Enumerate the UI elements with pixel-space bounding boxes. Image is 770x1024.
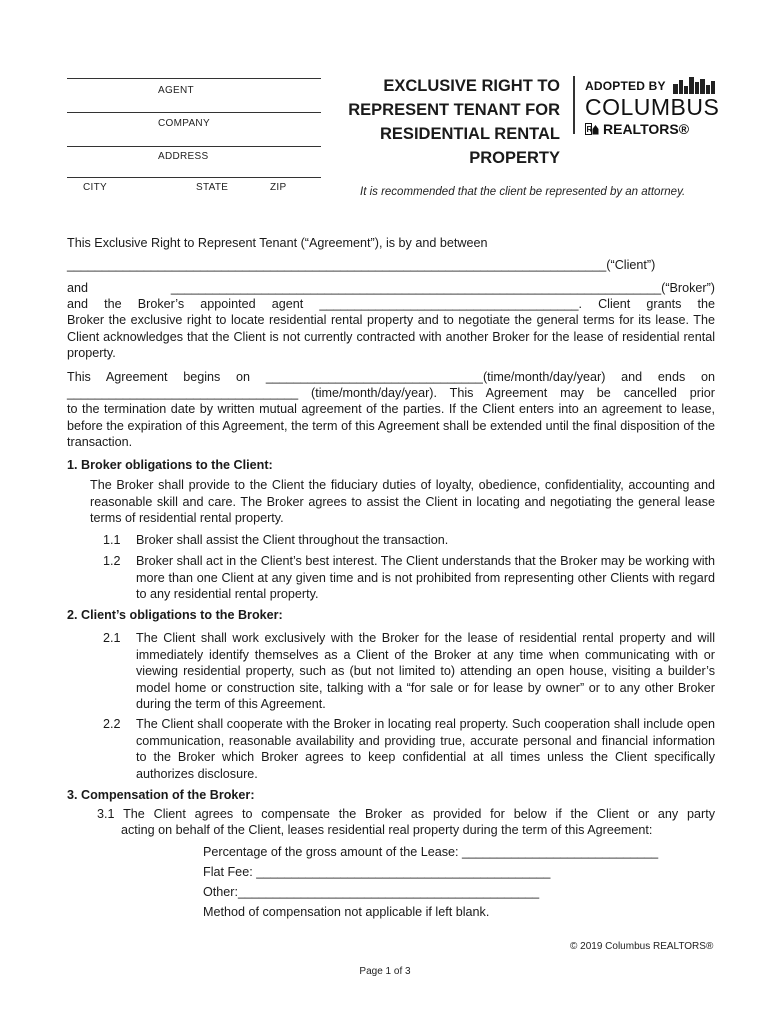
flat-fee-option[interactable]: Flat Fee: __________________________________________ (203, 865, 551, 879)
section-2-heading: 2. Client’s obligations to the Broker: (67, 608, 283, 622)
city-skyline-icon (673, 76, 715, 94)
item-2-2-text: The Client shall cooperate with the Broker in locating real property. Such cooperation shall include open communication, reasonable availability and providing true, accurate personal and financial information to the Broker which Broker agrees to keep confidential at all times unless the Client specifically authorizes disclosure. (136, 717, 715, 781)
item-2-1-text: The Client shall work exclusively with the Broker for the lease of residential rental property and will immediately identify themselves as a Client of the Broker at any time when communicating with or viewing residential property, such as (but not limited to) attending an open house, visiting a builder’s model home or construction site, talking with a “for sale or for lease by owner” or to any other Broker during the term of this Agreement. (136, 631, 715, 712)
agent-label: AGENT (158, 85, 194, 96)
address-label: ADDRESS (158, 151, 209, 162)
item-2-2-num: 2.2 (103, 717, 121, 731)
attorney-recommendation: It is recommended that the client be represented by an attorney. (360, 186, 686, 198)
term-begins-line[interactable]: This Agreement begins on _______________________________(time/month/day/year) and ends on (67, 370, 715, 384)
company-line[interactable] (67, 112, 321, 113)
item-1-2-num: 1.2 (103, 554, 121, 568)
section-3-heading: 3. Compensation of the Broker: (67, 788, 255, 802)
copyright-notice: © 2019 Columbus REALTORS® (570, 941, 714, 952)
appointed-agent-line[interactable]: and the Broker’s appointed agent _____________________________________. Client grants the (67, 297, 715, 311)
svg-text:R: R (586, 125, 593, 134)
title-line-4: PROPERTY (469, 149, 560, 167)
term-ends-line[interactable]: _________________________________ (time/month/day/year). This Agreement may be cancelled prior (67, 386, 715, 400)
logo-realtors: REALTORS® (603, 121, 690, 137)
intro-body: Broker the exclusive right to locate residential rental property and to negotiate the general terms for its lease. The Client acknowledges that the Client is not currently contracted with another Broker for the lease of residential rental property. (67, 313, 715, 361)
client-line[interactable]: _____________________________________________________________________________(“Client”) (67, 258, 656, 272)
percentage-option[interactable]: Percentage of the gross amount of the Lease: ____________________________ (203, 845, 659, 859)
state-label: STATE (196, 182, 229, 193)
item-1-1-num: 1.1 (103, 533, 121, 547)
section-1-body: The Broker shall provide to the Client the fiduciary duties of loyalty, obedience, confidentiality, accounting and reasonable skill and care. The Broker agrees to assist the Client in locating and negotiating the general lease terms of residential rental property. (90, 478, 715, 526)
intro-line: This Exclusive Right to Represent Tenant (“Agreement”), is by and between (67, 236, 488, 250)
item-1-2-text: Broker shall act in the Client’s best interest. The Client understands that the Broker may be working with more than one Client at any given time and is not prohibited from representing other Clients with regard to any residential rental property. (136, 554, 715, 602)
section-1-heading: 1. Broker obligations to the Client: (67, 458, 273, 472)
address-line[interactable] (67, 146, 321, 147)
zip-label: ZIP (270, 182, 287, 193)
title-divider (573, 76, 575, 134)
page-number: Page 1 of 3 (359, 966, 411, 977)
realtor-equal-housing-icon (585, 123, 599, 135)
term-body: to the termination date by written mutual agreement of the parties. If the Client enters into an agreement to lease, before the expiration of this Agreement, the term of this Agreement shall be extended until the final disposition of the transaction. (67, 402, 715, 450)
city-state-zip-line[interactable] (67, 177, 321, 178)
agent-line[interactable] (67, 78, 321, 79)
broker-line[interactable]: and ______________________________________________________________________(“Broker”) (67, 281, 715, 295)
item-2-1-num: 2.1 (103, 631, 121, 645)
title-line-3: RESIDENTIAL RENTAL (380, 125, 560, 143)
document-title (330, 74, 560, 170)
title-line-1: EXCLUSIVE RIGHT TO (383, 77, 560, 95)
other-option[interactable]: Other:___________________________________________ (203, 885, 540, 899)
item-3-1-line-2: acting on behalf of the Client, leases residential real property during the term of this Agreement: (121, 823, 653, 837)
city-label: CITY (83, 182, 107, 193)
logo-columbus: COLUMBUS (585, 94, 720, 120)
not-applicable-note: Method of compensation not applicable if left blank. (203, 905, 490, 919)
item-3-1-line-1: 3.1 The Client agrees to compensate the Broker as provided for below if the Client or any party (97, 807, 715, 821)
title-line-2: REPRESENT TENANT FOR (348, 101, 560, 119)
logo-adopted-by: ADOPTED BY (585, 79, 666, 93)
columbus-realtors-logo (585, 76, 720, 136)
item-1-1-text: Broker shall assist the Client throughout the transaction. (136, 533, 449, 547)
company-label: COMPANY (158, 118, 210, 129)
